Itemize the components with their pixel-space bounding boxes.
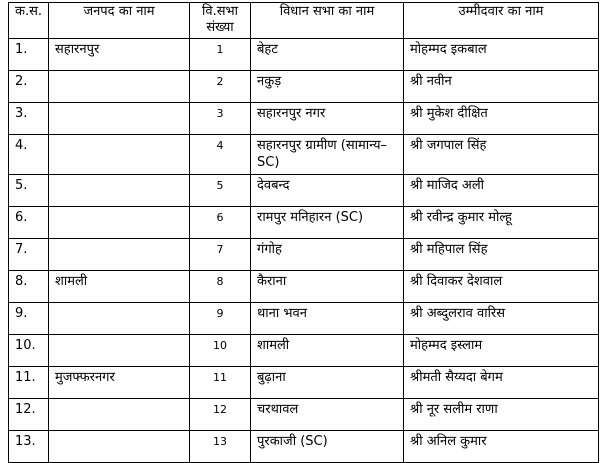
cell-constituency-number: 4 [190, 135, 251, 175]
cell-constituency-number: 3 [190, 103, 251, 135]
cell-district-name [49, 135, 190, 175]
cell-district-name [49, 303, 190, 335]
cell-constituency-number: 13 [190, 431, 251, 463]
cell-constituency-name: नकुड़ [251, 71, 404, 103]
cell-candidate-name: श्री नूर सलीम राणा [404, 399, 599, 431]
cell-candidate-name: श्री अनिल कुमार [404, 431, 599, 463]
table-row [9, 431, 599, 463]
cell-serial-number: 10. [9, 335, 49, 367]
cell-constituency-number: 1 [190, 39, 251, 71]
cell-constituency-name: शामली [251, 335, 404, 367]
cell-candidate-name: श्री दिवाकर देशवाल [404, 271, 599, 303]
table-row [9, 39, 599, 71]
cell-district-name [49, 175, 190, 207]
cell-constituency-name: चरथावल [251, 399, 404, 431]
table-row [9, 335, 599, 367]
table-row [9, 103, 599, 135]
cell-district-name [49, 103, 190, 135]
cell-district-name: सहारनपुर [49, 39, 190, 71]
cell-constituency-name: गंगोह [251, 239, 404, 271]
header-constituency-name: विधान सभा का नाम [251, 3, 404, 39]
cell-constituency-name: पुरकाजी (SC) [251, 431, 404, 463]
header-candidate-name: उम्मीदवार का नाम [404, 3, 599, 39]
cell-constituency-name: थाना भवन [251, 303, 404, 335]
cell-serial-number: 9. [9, 303, 49, 335]
table-row [9, 303, 599, 335]
cell-constituency-name: बेहट [251, 39, 404, 71]
table-row [9, 239, 599, 271]
cell-candidate-name: श्रीमती सैय्यदा बेगम [404, 367, 599, 399]
candidate-table [8, 2, 599, 463]
cell-constituency-name: रामपुर मनिहारन (SC) [251, 207, 404, 239]
table-row [9, 71, 599, 103]
cell-constituency-number: 2 [190, 71, 251, 103]
cell-district-name: शामली [49, 271, 190, 303]
cell-candidate-name: श्री मुकेश दीक्षित [404, 103, 599, 135]
cell-candidate-name: श्री जगपाल सिंह [404, 135, 599, 175]
cell-district-name [49, 431, 190, 463]
table-row [9, 175, 599, 207]
header-row [9, 3, 599, 39]
cell-serial-number: 2. [9, 71, 49, 103]
cell-candidate-name: श्री नवीन [404, 71, 599, 103]
cell-constituency-number: 8 [190, 271, 251, 303]
cell-serial-number: 7. [9, 239, 49, 271]
table-row [9, 271, 599, 303]
header-district-name: जनपद का नाम [49, 3, 190, 39]
cell-district-name: मुजफ्फरनगर [49, 367, 190, 399]
cell-candidate-name: श्री माजिद अली [404, 175, 599, 207]
cell-district-name [49, 335, 190, 367]
cell-constituency-number: 9 [190, 303, 251, 335]
cell-district-name [49, 71, 190, 103]
cell-serial-number: 1. [9, 39, 49, 71]
cell-constituency-name: सहारनपुर ग्रामीण (सामान्य– SC) [251, 135, 404, 175]
cell-serial-number: 6. [9, 207, 49, 239]
table-body [9, 39, 599, 463]
cell-constituency-number: 5 [190, 175, 251, 207]
header-serial-number: क.स. [9, 3, 49, 39]
cell-constituency-number: 7 [190, 239, 251, 271]
cell-candidate-name: श्री महिपाल सिंह [404, 239, 599, 271]
table-row [9, 399, 599, 431]
cell-serial-number: 8. [9, 271, 49, 303]
cell-candidate-name: मोहम्मद इस्लाम [404, 335, 599, 367]
cell-candidate-name: श्री रवीन्द्र कुमार मोल्हू [404, 207, 599, 239]
table-row [9, 135, 599, 175]
cell-constituency-number: 6 [190, 207, 251, 239]
cell-district-name [49, 207, 190, 239]
cell-constituency-name: देवबन्द [251, 175, 404, 207]
table-row [9, 367, 599, 399]
cell-district-name [49, 399, 190, 431]
header-constituency-number: वि.सभा संख्या [190, 3, 251, 39]
cell-constituency-name: बुढ़ाना [251, 367, 404, 399]
cell-constituency-number: 10 [190, 335, 251, 367]
cell-constituency-name: कैराना [251, 271, 404, 303]
cell-candidate-name: श्री अब्दुलराव वारिस [404, 303, 599, 335]
cell-candidate-name: मोहम्मद इकबाल [404, 39, 599, 71]
cell-serial-number: 11. [9, 367, 49, 399]
cell-serial-number: 5. [9, 175, 49, 207]
table-header [9, 3, 599, 39]
cell-district-name [49, 239, 190, 271]
cell-serial-number: 3. [9, 103, 49, 135]
cell-serial-number: 13. [9, 431, 49, 463]
cell-constituency-number: 11 [190, 367, 251, 399]
cell-constituency-number: 12 [190, 399, 251, 431]
table-row [9, 207, 599, 239]
cell-serial-number: 12. [9, 399, 49, 431]
cell-constituency-name: सहारनपुर नगर [251, 103, 404, 135]
cell-serial-number: 4. [9, 135, 49, 175]
